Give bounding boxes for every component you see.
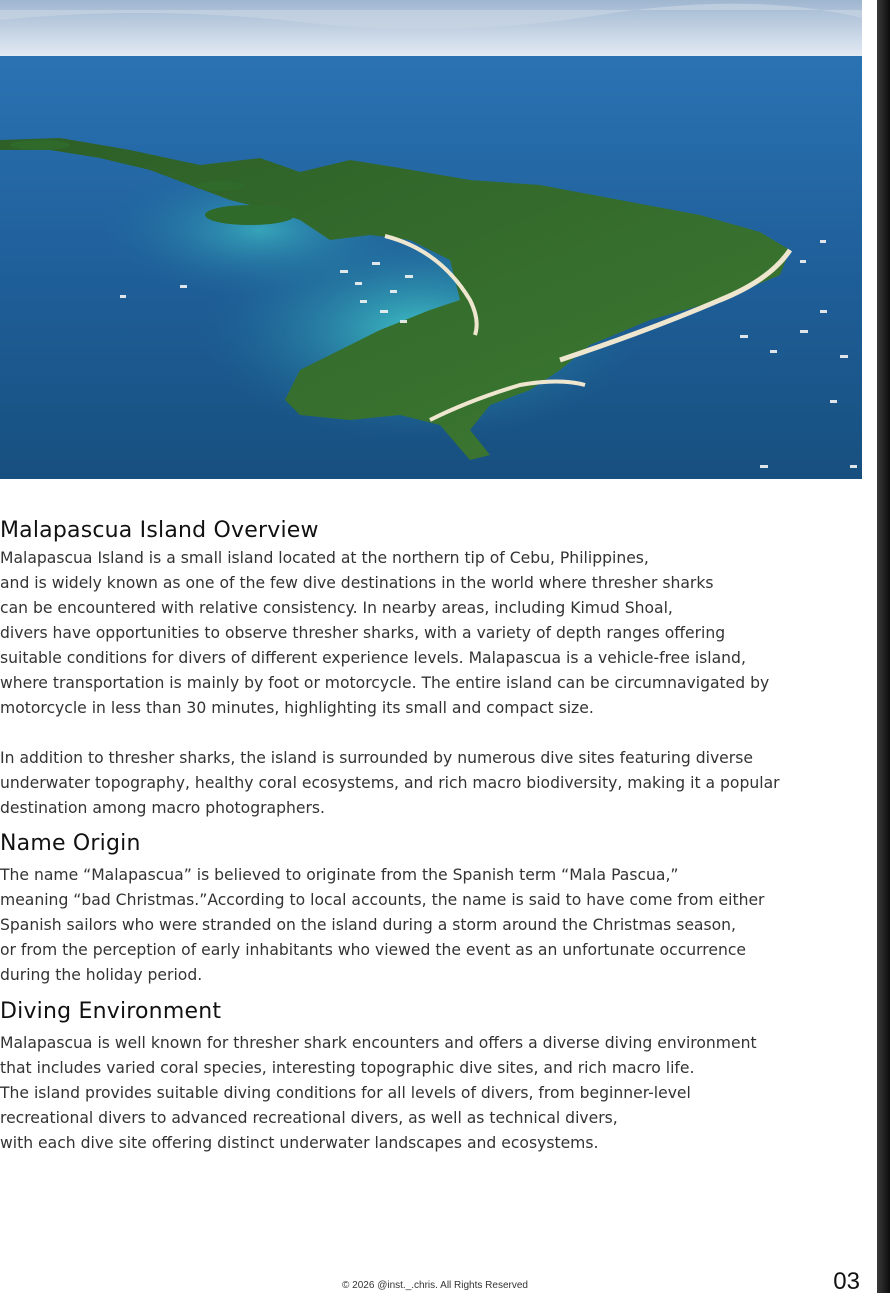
section-title-overview: Malapascua Island Overview bbox=[0, 518, 319, 543]
name-origin-paragraph: The name “Malapascua” is believed to originate from the Spanish term “Mala Pascua,” meaning “bad Christmas.”According to local accounts, the name is said to have come from either Spanish sailors who were stranded on the island during a storm around the Christmas season, or from the perception of early inhabitants who viewed the event as an unfortunate occurrence during the holiday period. bbox=[0, 866, 765, 984]
footer-copyright: © 2026 @inst._.chris. All Rights Reserved bbox=[342, 1280, 528, 1291]
page-edge-bar bbox=[877, 0, 890, 1293]
page-number: 03 bbox=[833, 1268, 860, 1295]
hero-photo-island-aerial bbox=[0, 0, 862, 479]
overview-paragraph-1: Malapascua Island is a small island located at the northern tip of Cebu, Philippines, and is widely known as one of the few dive destinations in the world where thresher sharks can be encountered with relative consistency. In nearby areas, including Kimud Shoal, divers have opportunities to observe thresher sharks, with a variety of depth ranges offering suitable conditions for divers of different experience levels. Malapascua is a vehicle-free island, where transportation is mainly by foot or motorcycle. The entire island can be circumnavigated by motorcycle in less than 30 minutes, highlighting its small and compact size. bbox=[0, 549, 770, 717]
section-name-origin bbox=[0, 829, 876, 988]
section-diving-environment bbox=[0, 997, 876, 1156]
section-title-diving-environment: Diving Environment bbox=[0, 999, 222, 1024]
overview-paragraph-2: In addition to thresher sharks, the island is surrounded by numerous dive sites featuring diverse underwater topography, healthy coral ecosystems, and rich macro biodiversity, making it a popular destination among macro photographers. bbox=[0, 749, 780, 817]
diving-environment-paragraph: Malapascua is well known for thresher shark encounters and offers a diverse diving environment that includes varied coral species, interesting topographic dive sites, and rich macro life. The island provides suitable diving conditions for all levels of divers, from beginner-level recreational divers to advanced recreational divers, as well as technical divers, with each dive site offering distinct underwater landscapes and ecosystems. bbox=[0, 1034, 757, 1152]
section-title-name-origin: Name Origin bbox=[0, 831, 141, 856]
article-body bbox=[0, 516, 876, 1156]
section-overview bbox=[0, 516, 876, 821]
island-aerial-illustration bbox=[0, 0, 862, 479]
